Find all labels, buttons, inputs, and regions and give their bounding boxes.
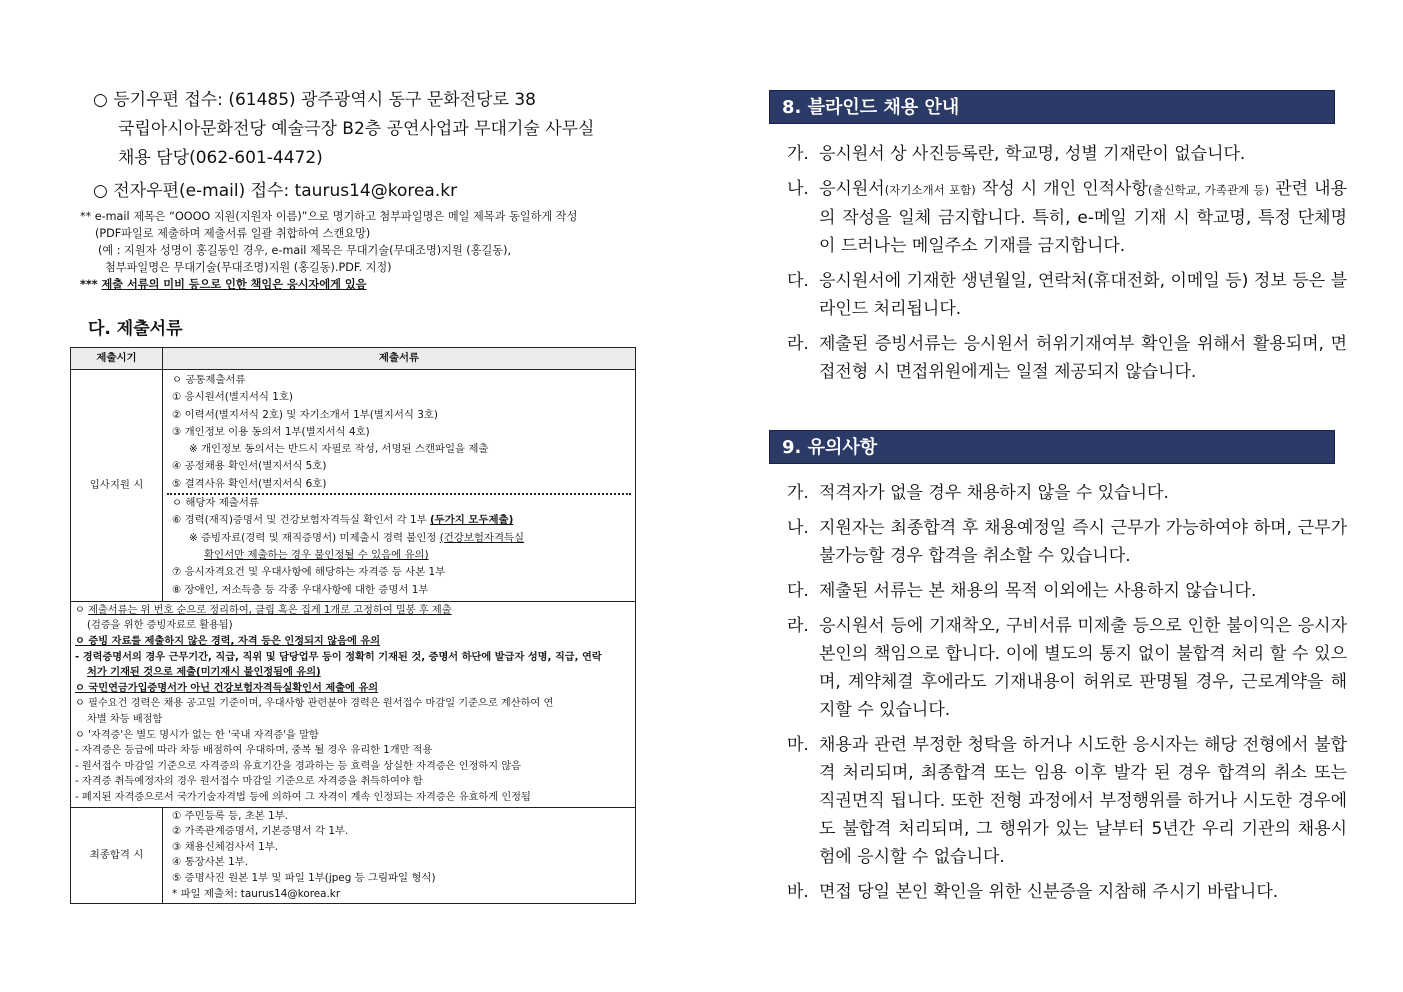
list-item: 마. 채용과 관련 부정한 청탁을 하거나 시도한 응시자는 해당 전형에서 불합격 처리되며, 최종합격 또는 임용 이후 발각 된 경우 합격의 취소 또는 직권면직 됩니다. 또한 전형 과정에서 부정행위를 하거나 시도한 경우에도 불합격 처리되며, 그 행위가 있는 날부터 5년간 우리 기관의 채용시험에 응시할 수 없습니다. bbox=[787, 735, 1347, 867]
section-8-list bbox=[787, 140, 1347, 393]
list-item: ⑧ 장애인, 저소득층 등 각종 우대사항에 대한 증명서 1부 bbox=[172, 583, 429, 596]
apply-label: 입사지원 시 bbox=[71, 370, 163, 602]
list-item: 가. 응시원서 상 사진등록란, 학교명, 성별 기재란이 없습니다. bbox=[787, 144, 1246, 164]
guideline-item: - 폐지된 자격증으로서 국가기술자격법 등에 의하여 그 자격이 계속 인정되는 자격증은 유효하게 인정됨 bbox=[75, 791, 531, 803]
list-item: 바. 면접 당일 본인 확인을 위한 신분증을 지참해 주시기 바랍니다. bbox=[787, 882, 1279, 902]
guideline-item: - 자격증 취득예정자의 경우 원서접수 마감일 기준으로 자격증을 취득하여야 함 bbox=[75, 776, 423, 788]
note-line: (예 : 지원자 성명이 홍길동인 경우, e-mail 제목은 무대기술(무대조명)지원 (홍길동), bbox=[98, 244, 512, 257]
registered-mail-line2: 국립아시아문화전당 예술극장 B2층 공연사업과 무대기술 사무실 bbox=[118, 119, 595, 139]
guideline-item: 처가 기재된 것으로 제출(미기재시 불인정됨에 유의) bbox=[87, 667, 321, 679]
list-item: 가. 적격자가 없을 경우 채용하지 않을 수 있습니다. bbox=[787, 483, 1169, 503]
list-item: 다. 제출된 서류는 본 채용의 목적 이외에는 사용하지 않습니다. bbox=[787, 581, 1257, 601]
guideline-item: ㅇ 필수요건 경력은 채용 공고일 기준이며, 우대사항 관련분야 경력은 원서접수 마감일 기준으로 계산하여 연 bbox=[75, 698, 554, 710]
apply-documents bbox=[163, 370, 636, 602]
list-item: 라. 응시원서 등에 기재착오, 구비서류 미제출 등으로 인한 불이익은 응시자 본인의 책임으로 합니다. 이에 별도의 통지 없이 불합격 처리 할 수 있으며, 계약체결 후에라도 기재내용이 허위로 판명될 경우, 근로계약을 해지할 수 있습니다. bbox=[787, 616, 1347, 720]
note-line: ** e-mail 제목은 “OOOO 지원(지원자 이름)”으로 명기하고 첨부파일명은 메일 제목과 동일하게 작성 bbox=[80, 210, 578, 223]
submission-title: 다. 제출서류 bbox=[88, 319, 183, 339]
list-item: ④ 공정채용 확인서(별지서식 5호) bbox=[172, 460, 327, 473]
table-header-row bbox=[71, 348, 636, 370]
guideline-item: ㅇ '자격증'은 별도 명시가 없는 한 '국내 자격증'을 말함 bbox=[75, 729, 319, 741]
list-item: ① 주민등록 등, 초본 1부. bbox=[172, 809, 289, 822]
list-item: ③ 개인정보 이용 동의서 1부(별지서식 4호) bbox=[172, 425, 370, 438]
list-item: ① 응시원서(별지서식 1호) bbox=[172, 391, 293, 404]
registered-mail-line3: 채용 담당(062-601-4472) bbox=[118, 148, 323, 168]
list-item: ② 이력서(별지서식 2호) 및 자기소개서 1부(별지서식 3호) bbox=[172, 408, 438, 421]
col-header-documents: 제출서류 bbox=[163, 348, 636, 370]
note-line: (PDF파일로 제출하며 제출서류 일괄 취합하여 스캔요망) bbox=[95, 227, 371, 240]
list-item: ⑤ 증명사진 원본 1부 및 파일 1부(jpeg 등 그림파일 형식) bbox=[172, 871, 436, 884]
table-row-final bbox=[71, 807, 636, 904]
registered-mail-block bbox=[93, 86, 594, 173]
guideline-item: ㅇ 증빙 자료를 제출하지 않은 경력, 자격 등은 인정되지 않음에 유의 bbox=[75, 636, 381, 648]
common-docs-heading: ㅇ 공통제출서류 bbox=[172, 374, 246, 386]
responsibility-note: *** 제출 서류의 미비 등으로 인한 책임은 응시자에게 있음 bbox=[80, 278, 367, 291]
list-item: 나. 응시원서(자기소개서 포함) 작성 시 개인 인적사항(출신학교, 가족관계 등) 관련 내용의 작성을 일체 금지합니다. 특히, e-메일 기재 시 학교명, 특정 단체명이 드러나는 메일주소 기재를 금지합니다. bbox=[787, 179, 1347, 256]
final-documents bbox=[163, 807, 636, 904]
list-note: 확인서만 제출하는 경우 불인정될 수 있음에 유의) bbox=[204, 548, 429, 561]
guideline-item: - 경력증명서의 경우 근무기간, 직급, 직위 및 담당업무 등이 정확히 기재된 것, 증명서 하단에 발급자 성명, 직급, 연락 bbox=[75, 651, 602, 663]
list-note: ※ 개인정보 동의서는 반드시 자필로 작성, 서명된 스캔파일을 제출 bbox=[189, 443, 489, 456]
list-item: ④ 통장사본 1부. bbox=[172, 856, 249, 869]
final-label: 최종합격 시 bbox=[71, 807, 163, 904]
list-note: ※ 증빙자료(경력 및 재직증명서) 미제출시 경력 불인정 (건강보험자격득실 bbox=[189, 531, 525, 544]
list-item: ⑤ 결격사유 확인서(별지서식 6호) bbox=[167, 476, 631, 495]
guideline-item: - 원서접수 마감일 기준으로 자격증의 유효기간을 경과하는 등 효력을 상실한 자격증은 인정하지 않음 bbox=[75, 760, 522, 772]
guideline-item: 차별 차등 배점함 bbox=[87, 714, 163, 726]
note-line: 첨부파일명은 무대기술(무대조명)지원 (홍길동).PDF. 지정) bbox=[105, 261, 392, 274]
list-item: 라. 제출된 증빙서류는 응시원서 허위기재여부 확인을 위해서 활용되며, 면접전형 시 면접위원에게는 일절 제공되지 않습니다. bbox=[787, 334, 1347, 382]
list-item: 나. 지원자는 최종합격 후 채용예정일 즉시 근무가 가능하여야 하며, 근무가 불가능할 경우 합격을 취소할 수 있습니다. bbox=[787, 518, 1347, 566]
guideline-item: - 자격증은 등급에 따라 차등 배점하여 우대하며, 중복 될 경우 유리한 1개만 적용 bbox=[75, 745, 433, 757]
col-header-timing: 제출시기 bbox=[71, 348, 163, 370]
guideline-item: ㅇ 제출서류는 위 번호 순으로 정리하여, 클립 혹은 집게 1개로 고정하여 밀봉 후 제출 bbox=[75, 604, 452, 616]
list-item: ⑥ 경력(재직)증명서 및 건강보험자격득실 확인서 각 1부 (두가지 모두제출) bbox=[172, 514, 514, 527]
submission-table bbox=[70, 347, 636, 904]
guideline-item: (검증을 위한 증빙자료로 활용됨) bbox=[87, 620, 233, 632]
table-row-apply bbox=[71, 370, 636, 602]
list-item: 다. 응시원서에 기재한 생년월일, 연락처(휴대전화, 이메일 등) 정보 등은 블라인드 처리됩니다. bbox=[787, 271, 1347, 319]
registered-mail-line1: ○ 등기우편 접수: (61485) 광주광역시 동구 문화전당로 38 bbox=[93, 90, 536, 110]
list-item: ② 가족관계증명서, 기본증명서 각 1부. bbox=[172, 825, 349, 838]
section-8-header: 8. 블라인드 채용 안내 bbox=[769, 90, 1335, 124]
guidelines-cell bbox=[71, 601, 636, 807]
guideline-item: ㅇ 국민연금가입증명서가 아닌 건강보험자격득실확인서 제출에 유의 bbox=[75, 682, 379, 694]
list-item: ⑦ 응시자격요건 및 우대사항에 해당하는 자격증 등 사본 1부 bbox=[172, 566, 446, 579]
section-9-list bbox=[787, 479, 1347, 913]
table-row-guidelines bbox=[71, 601, 636, 807]
bullet-icon: ○ bbox=[93, 181, 108, 201]
email-submission-line: ○ 전자우편(e-mail) 접수: taurus14@korea.kr bbox=[93, 181, 458, 201]
list-item: ③ 채용신체검사서 1부. bbox=[172, 840, 279, 853]
list-item: * 파일 제출처: taurus14@korea.kr bbox=[172, 887, 341, 900]
bullet-icon: ○ bbox=[93, 90, 108, 110]
email-notes bbox=[80, 208, 577, 293]
section-9-header: 9. 유의사항 bbox=[769, 430, 1335, 464]
related-docs-heading: ㅇ 해당자 제출서류 bbox=[172, 497, 259, 510]
